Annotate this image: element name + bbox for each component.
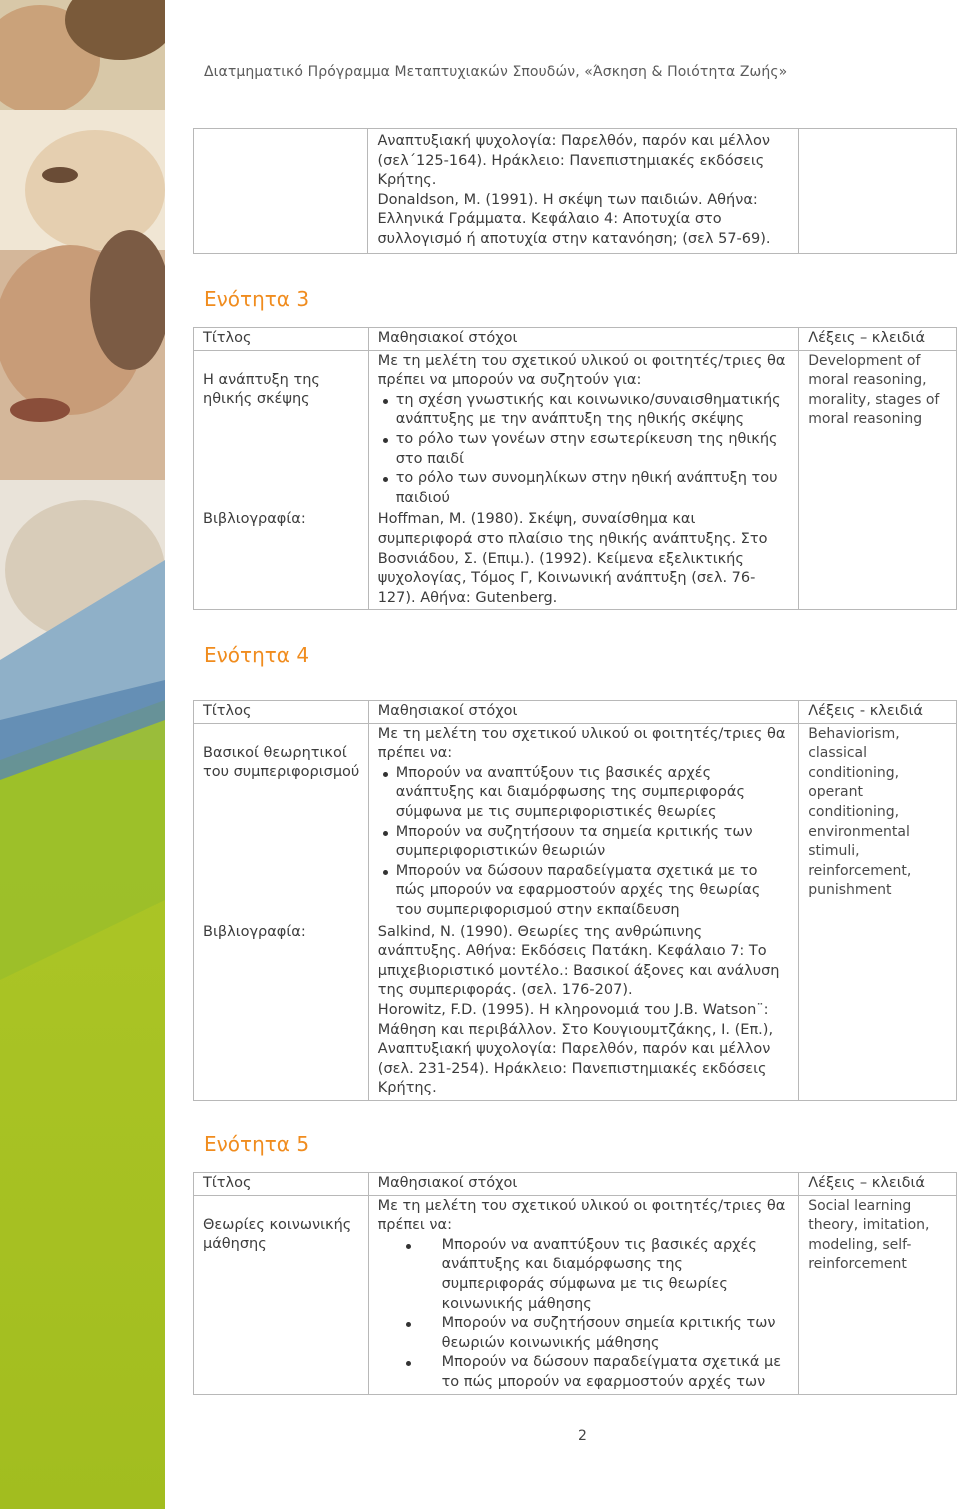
text-line: Αναπτυξιακή ψυχολογία: Παρελθόν, παρόν και μέλλον <box>377 133 771 149</box>
header-keywords: Λέξεις - κλειδιά <box>799 701 957 724</box>
bibliography-entry: Horowitz, F.D. (1995). Η κληρονομιά του J.B. Watson¨: Μάθηση και περιβάλλον. Στο Κουγιουμτζάκης, Ι. (Επ.), Αναπτυξιακή ψυχολογία: Παρελθόν, παρόν και μέλλον (σελ. 231-254). Ηράκλειο: Πανεπιστημιακές εκδόσεις Κρήτης. <box>377 1001 774 1097</box>
list-item: Μπορούν να δώσουν παραδείγματα σχετικά με το πώς μπορούν να εφαρμοστούν αρχές της θεωρίας του συμπεριφορισμού στην εκπαίδευση <box>396 862 790 921</box>
empty-cell <box>799 129 957 254</box>
list-item: το ρόλο των συνομηλίκων στην ηθική ανάπτυξη του παιδιού <box>396 469 791 508</box>
list-item: Μπορούν να συζητήσουν τα σημεία κριτικής των συμπεριφοριστικών θεωριών <box>396 823 790 862</box>
table-header-row <box>194 328 957 351</box>
list-item: το ρόλο των γονέων στην εσωτερίκευση της ηθικής στο παιδί <box>396 430 791 469</box>
keywords-cell: Behaviorism, classical conditioning, operant conditioning, environmental stimuli, reinforcement, punishment <box>799 723 957 1100</box>
bibliography-continuation <box>368 129 799 254</box>
bibliography-cell <box>368 509 799 609</box>
topic-cell: Η ανάπτυξη της ηθικής σκέψης <box>194 350 369 509</box>
table-header-row <box>194 1173 957 1196</box>
keywords-cell: Development of moral reasoning, morality, stages of moral reasoning <box>799 350 957 610</box>
text-line: συλλογισμό ή αποτυχία στην κατανόηση; (σελ 57-69). <box>377 230 771 247</box>
header-title: Τίτλος <box>194 1173 369 1196</box>
bibliography-entry: Salkind, N. (1990). Θεωρίες της ανθρώπινης ανάπτυξης. Αθήνα: Εκδόσεις Πατάκη. Κεφάλαιο 7: Το μπιχεβιοριστικό μοντέλο.: Βασικοί άξονες και ανάλυση της συμπεριφοράς. (σελ. 176-207). <box>377 923 780 999</box>
bibliography-entry: Hoffman, M. (1980). Σκέψη, συναίσθημα και συμπεριφορά στο πλαίσιο της ηθικής ανάπτυξης. Στο Βοσνιάδου, Σ. (Επιμ.). (1992). Κείμενα εξελικτικής ψυχολογίας, Τόμος Γ, Κοινωνική ανάπτυξη (σελ. 76-127). Αθήνα: Gutenberg. <box>377 511 768 606</box>
program-header: Διατμηματικό Πρόγραμμα Μεταπτυχιακών Σπουδών, «Άσκηση & Ποιότητα Ζωής» <box>204 64 788 80</box>
text-line: (σελ΄125-164). Ηράκλειο: Πανεπιστημιακές εκδόσεις <box>377 152 765 169</box>
header-keywords: Λέξεις – κλειδιά <box>799 328 957 351</box>
goals-intro: Με τη μελέτη του σχετικού υλικού οι φοιτητές/τριες θα πρέπει να: <box>377 1197 786 1234</box>
table-row <box>194 129 957 254</box>
bibliography-label: Βιβλιογραφία: <box>194 509 369 609</box>
goals-list <box>378 391 791 509</box>
table-header-row <box>194 701 957 724</box>
goals-list <box>378 764 790 921</box>
goals-intro: Με τη μελέτη του σχετικού υλικού οι φοιτητές/τριες θα πρέπει να μπορούν να συζητούν για: <box>377 352 786 389</box>
unit-table <box>193 1172 957 1395</box>
table-row <box>194 350 957 509</box>
text-line: Ελληνικά Γράμματα. Κεφάλαιο 4: Αποτυχία στο <box>377 211 722 228</box>
goals-intro: Με τη μελέτη του σχετικού υλικού οι φοιτητές/τριες θα πρέπει να: <box>377 725 786 762</box>
keywords-cell: Social learning theory, imitation, modeling, self-reinforcement <box>799 1195 957 1394</box>
decorative-sidebar <box>0 0 165 1509</box>
sidebar-photo-graphic <box>0 0 165 1509</box>
goals-cell <box>368 723 798 921</box>
text-line: Κρήτης. <box>377 172 437 189</box>
header-title: Τίτλος <box>194 328 369 351</box>
goals-cell <box>368 1195 799 1394</box>
header-goals: Μαθησιακοί στόχοι <box>368 1173 799 1196</box>
continuation-table <box>193 128 957 254</box>
section-title: Ενότητα 4 <box>204 643 310 667</box>
topic-cell: Θεωρίες κοινωνικής μάθησης <box>194 1195 369 1394</box>
header-goals: Μαθησιακοί στόχοι <box>368 328 799 351</box>
table-row <box>194 723 957 921</box>
unit-table <box>193 327 957 610</box>
table-row <box>194 1195 957 1394</box>
unit-table <box>193 700 957 1101</box>
bibliography-cell <box>368 922 798 1101</box>
empty-cell <box>194 129 368 254</box>
bibliography-label: Βιβλιογραφία: <box>194 922 369 1101</box>
goals-list <box>378 1236 791 1393</box>
header-keywords: Λέξεις – κλειδιά <box>799 1173 957 1196</box>
header-title: Τίτλος <box>194 701 369 724</box>
list-item: τη σχέση γνωστικής και κοινωνικο/συναισθηματικής ανάπτυξης με την ανάπτυξη της ηθικής σκέψης <box>396 391 791 430</box>
list-item: Μπορούν να αναπτύξουν τις βασικές αρχές ανάπτυξης και διαμόρφωσης της συμπεριφοράς σύμφωνα με τις συμπεριφοριστικές θεωρίες <box>396 764 790 823</box>
list-item: Μπορούν να αναπτύξουν τις βασικές αρχές ανάπτυξης και διαμόρφωσης της συμπεριφοράς σύμφωνα με τις θεωρίες κοινωνικής μάθησης <box>442 1236 791 1314</box>
list-item: Μπορούν να δώσουν παραδείγματα σχετικά με το πώς μπορούν να εφαρμοστούν αρχές των <box>442 1353 791 1392</box>
goals-cell <box>368 350 799 509</box>
page-number: 2 <box>578 1428 587 1444</box>
text-line: Donaldson, M. (1991). Η σκέψη των παιδιών. Αθήνα: <box>377 191 758 208</box>
topic-cell: Βασικοί θεωρητικοί του συμπεριφορισμού <box>194 723 369 921</box>
header-goals: Μαθησιακοί στόχοι <box>368 701 798 724</box>
section-title: Ενότητα 5 <box>204 1132 310 1156</box>
section-title: Ενότητα 3 <box>204 287 310 311</box>
list-item: Μπορούν να συζητήσουν σημεία κριτικής των θεωριών κοινωνικής μάθησης <box>442 1314 791 1353</box>
